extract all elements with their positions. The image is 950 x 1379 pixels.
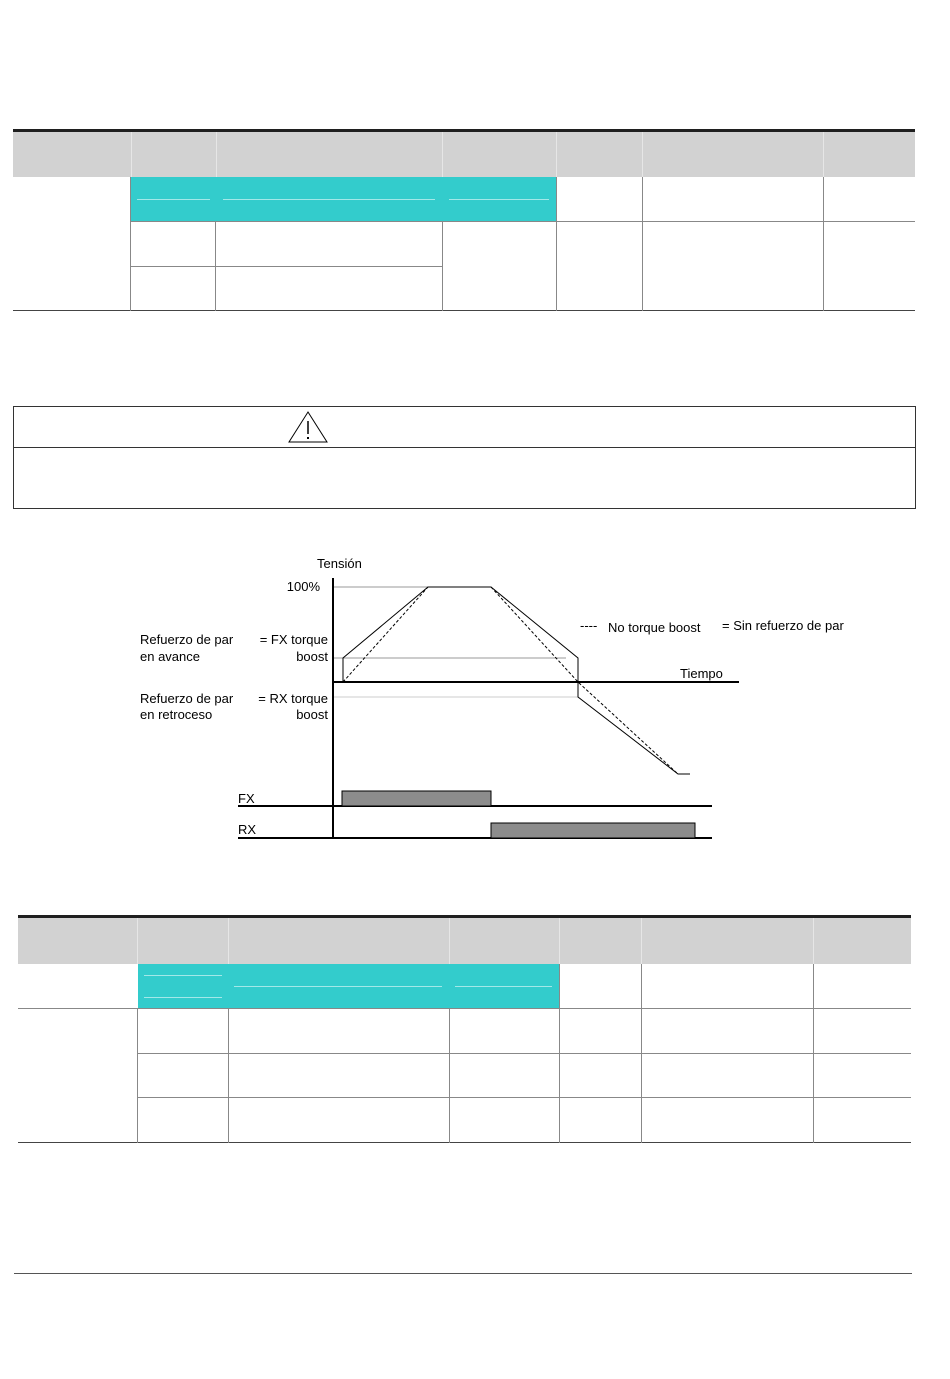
table-1-col-rule bbox=[442, 221, 443, 311]
table-1-col-rule bbox=[823, 177, 824, 311]
table-1-highlight-inner bbox=[449, 199, 549, 200]
rev-boost-param: boost bbox=[296, 707, 328, 722]
footer-rule bbox=[14, 1273, 912, 1274]
fwd-boost-label: Refuerzo de par bbox=[140, 632, 234, 647]
table-1-col-rule bbox=[642, 177, 643, 311]
no-boost-rise bbox=[343, 587, 428, 682]
rev-boost-param: = RX torque bbox=[258, 691, 328, 706]
table-1-header-divider bbox=[823, 132, 824, 177]
time-axis-label: Tiempo bbox=[680, 666, 723, 681]
rev-boost-label: Refuerzo de par bbox=[140, 691, 234, 706]
max-voltage-label: 100% bbox=[286, 579, 320, 594]
table-2-col-rule bbox=[641, 964, 642, 1143]
table-1-row-rule bbox=[131, 221, 915, 222]
table-2-header-divider bbox=[641, 918, 642, 964]
fx-boost-profile bbox=[343, 587, 578, 682]
table-1-bottom-rule bbox=[13, 310, 915, 311]
torque-boost-diagram bbox=[0, 540, 950, 850]
caution-divider bbox=[14, 447, 915, 448]
rev-boost-label: en retroceso bbox=[140, 707, 213, 722]
table-2-highlight-inner bbox=[144, 997, 222, 998]
param-table-1 bbox=[13, 129, 915, 311]
table-2-highlight-inner bbox=[144, 975, 222, 976]
legend-translation: = Sin refuerzo de par bbox=[722, 618, 844, 633]
rx-signal-bar bbox=[491, 823, 695, 838]
voltage-axis-label: Tensión bbox=[317, 556, 362, 571]
table-2-header-row bbox=[18, 918, 911, 964]
table-2-highlight-inner bbox=[455, 986, 552, 987]
fx-signal-bar bbox=[342, 791, 491, 806]
table-2-col-rule bbox=[559, 964, 560, 1143]
table-1-col-rule bbox=[130, 177, 131, 311]
table-2-header-divider bbox=[449, 918, 450, 964]
table-1-header-row bbox=[13, 132, 915, 177]
table-1-header-divider bbox=[131, 132, 132, 177]
table-1-header-divider bbox=[216, 132, 217, 177]
rx-boost-profile bbox=[578, 682, 690, 774]
table-2-col-rule bbox=[137, 1008, 138, 1143]
table-1-col-rule bbox=[215, 221, 216, 311]
table-2-col-rule bbox=[228, 1008, 229, 1143]
legend-text: No torque boost bbox=[608, 620, 701, 635]
table-1-row-rule bbox=[131, 266, 442, 267]
table-1-header-divider bbox=[556, 132, 557, 177]
table-2-header-divider bbox=[137, 918, 138, 964]
table-1-highlight-inner bbox=[223, 199, 435, 200]
table-2-header-divider bbox=[813, 918, 814, 964]
table-2-bottom-rule bbox=[18, 1142, 911, 1143]
no-boost-fall bbox=[491, 587, 678, 774]
fwd-boost-param: = FX torque bbox=[259, 632, 328, 647]
table-2-col-rule bbox=[813, 964, 814, 1143]
table-2-row-rule bbox=[138, 1097, 911, 1098]
table-1-col-rule bbox=[556, 177, 557, 311]
fwd-boost-param: boost bbox=[296, 649, 328, 664]
table-2-row-rule bbox=[18, 1008, 911, 1009]
table-2-header-divider bbox=[559, 918, 560, 964]
table-2-row-rule bbox=[138, 1053, 911, 1054]
fx-label: FX bbox=[238, 791, 255, 806]
table-1-header-divider bbox=[442, 132, 443, 177]
param-table-2 bbox=[18, 915, 911, 1143]
caution-box bbox=[13, 406, 916, 509]
table-2-highlight-inner bbox=[234, 986, 442, 987]
warning-triangle-icon bbox=[287, 410, 329, 444]
fwd-boost-label: en avance bbox=[140, 649, 200, 664]
table-2-col-rule bbox=[449, 1008, 450, 1143]
legend-dash: ---- bbox=[580, 618, 598, 633]
table-1-header-divider bbox=[642, 132, 643, 177]
table-1-highlight-inner bbox=[137, 199, 210, 200]
rx-label: RX bbox=[238, 822, 257, 837]
table-2-header-divider bbox=[228, 918, 229, 964]
